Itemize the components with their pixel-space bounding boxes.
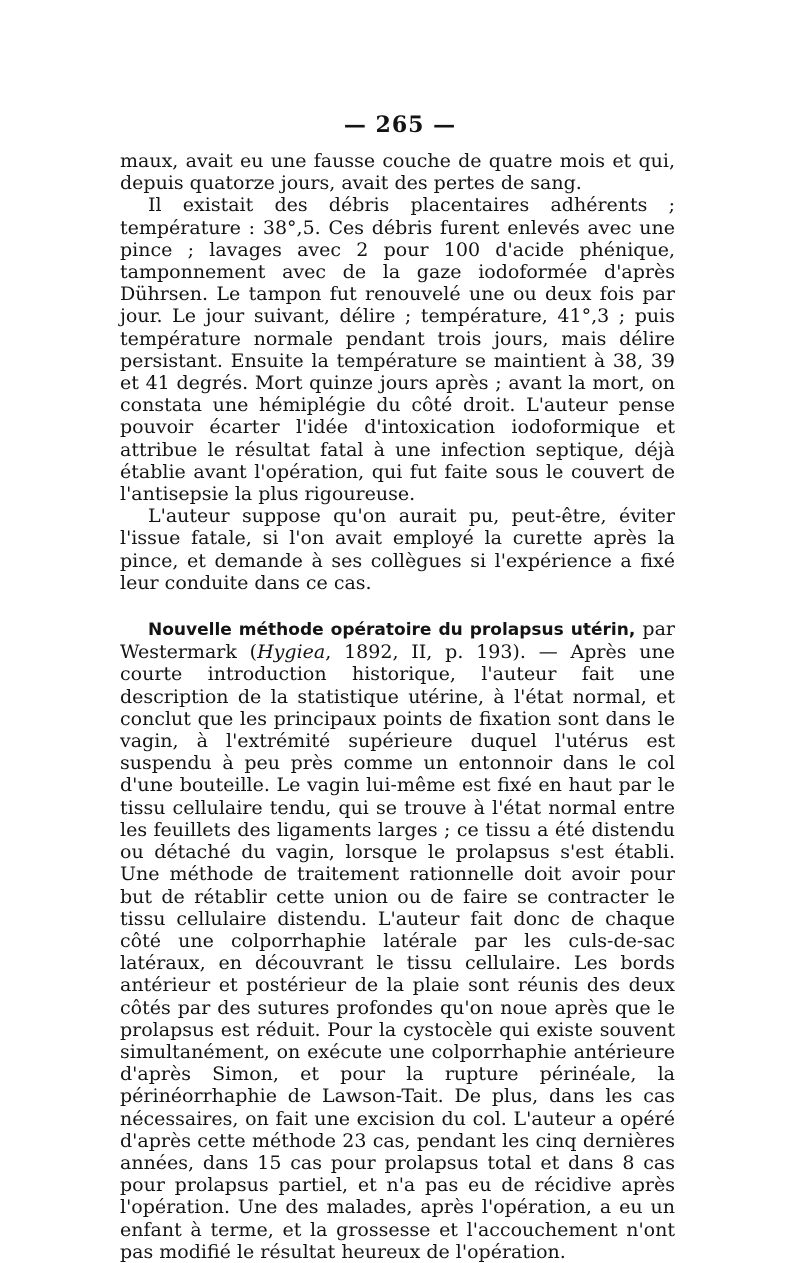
page-number: — 265 —	[343, 112, 457, 138]
page-body	[120, 150, 675, 1263]
article-author-lead: par Westermark (	[120, 618, 675, 664]
paragraph-author-question: L'auteur suppose qu'on aurait pu, peut-être, éviter l'issue fatale, si l'on avait employé la curette après la pince, et demande à ses collègues si l'expérience a fixé leur conduite dans ce cas.	[120, 505, 675, 594]
paragraph-case-details: Il existait des débris placentaires adhérents ; température : 38°,5. Ces débris furent enlevés avec une pince ; lavages avec 2 pour 100 d'acide phénique, tamponnement avec de la gaze iodoformée d'après Dührsen. Le tampon fut renouvelé une ou deux fois par jour. Le jour suivant, délire ; température, 41°,3 ; puis température normale pendant trois jours, mais délire persistant. Ensuite la température se maintient à 38, 39 et 41 degrés. Mort quinze jours après ; avant la mort, on constata une hémiplégie du côté droit. L'auteur pense pouvoir écarter l'idée d'intoxication iodoformique et attribue le résultat fatal à une infection septique, déjà établie avant l'opération, qui fut faite sous le couvert de l'antisepsie la plus rigoureuse.	[120, 194, 675, 506]
article-heading: Nouvelle méthode opératoire du prolapsus utérin,	[148, 620, 636, 641]
article-prolapsus	[120, 618, 675, 1263]
article-citation: , 1892, II, p. 193).	[325, 641, 526, 664]
paragraph-continuation: maux, avait eu une fausse couche de quatre mois et qui, depuis quatorze jours, avait des pertes de sang.	[120, 150, 675, 195]
article-body: — Après une courte introduction historique, l'auteur fait une description de la statistique utérine, à l'état normal, et conclut que les principaux points de fixation sont dans le vagin, à l'extrémité supérieure duquel l'utérus est suspendu à peu près comme un entonnoir dans le col d'une bouteille. Le vagin lui-même est fixé en haut par le tissu cellulaire tendu, qui se trouve à l'état normal entre les feuillets des ligaments larges ; ce tissu a été distendu ou détaché du vagin, lorsque le prolapsus s'est établi. Une méthode de traitement rationnelle doit avoir pour but de rétablir cette union ou de faire se contracter le tissu cellulaire distendu. L'auteur fait donc de chaque côté une colporrhaphie latérale par les culs-de-sac latéraux, en découvrant le tissu cellulaire. Les bords antérieur et postérieur de la plaie sont réunis des deux côtés par des sutures profondes qu'on noue après que le prolapsus est réduit. Pour la cystocèle qui existe souvent simultanément, on exécute une colporrhaphie antérieure d'après Simon, et pour la rupture périnéale, la périnéorrhaphie de Lawson-Tait. De plus, dans les cas nécessaires, on fait une excision du col. L'auteur a opéré d'après cette méthode 23 cas, pendant les cinq dernières années, dans 15 cas pour prolapsus total et dans 8 cas pour prolapsus partiel, et n'a pas eu de récidive après l'opération. Une des malades, après l'opération, a eu un enfant à terme, et la grossesse et l'accouchement n'ont pas modifié le résultat heureux de l'opération.	[120, 641, 676, 1263]
article-journal: Hygiea	[257, 641, 326, 664]
